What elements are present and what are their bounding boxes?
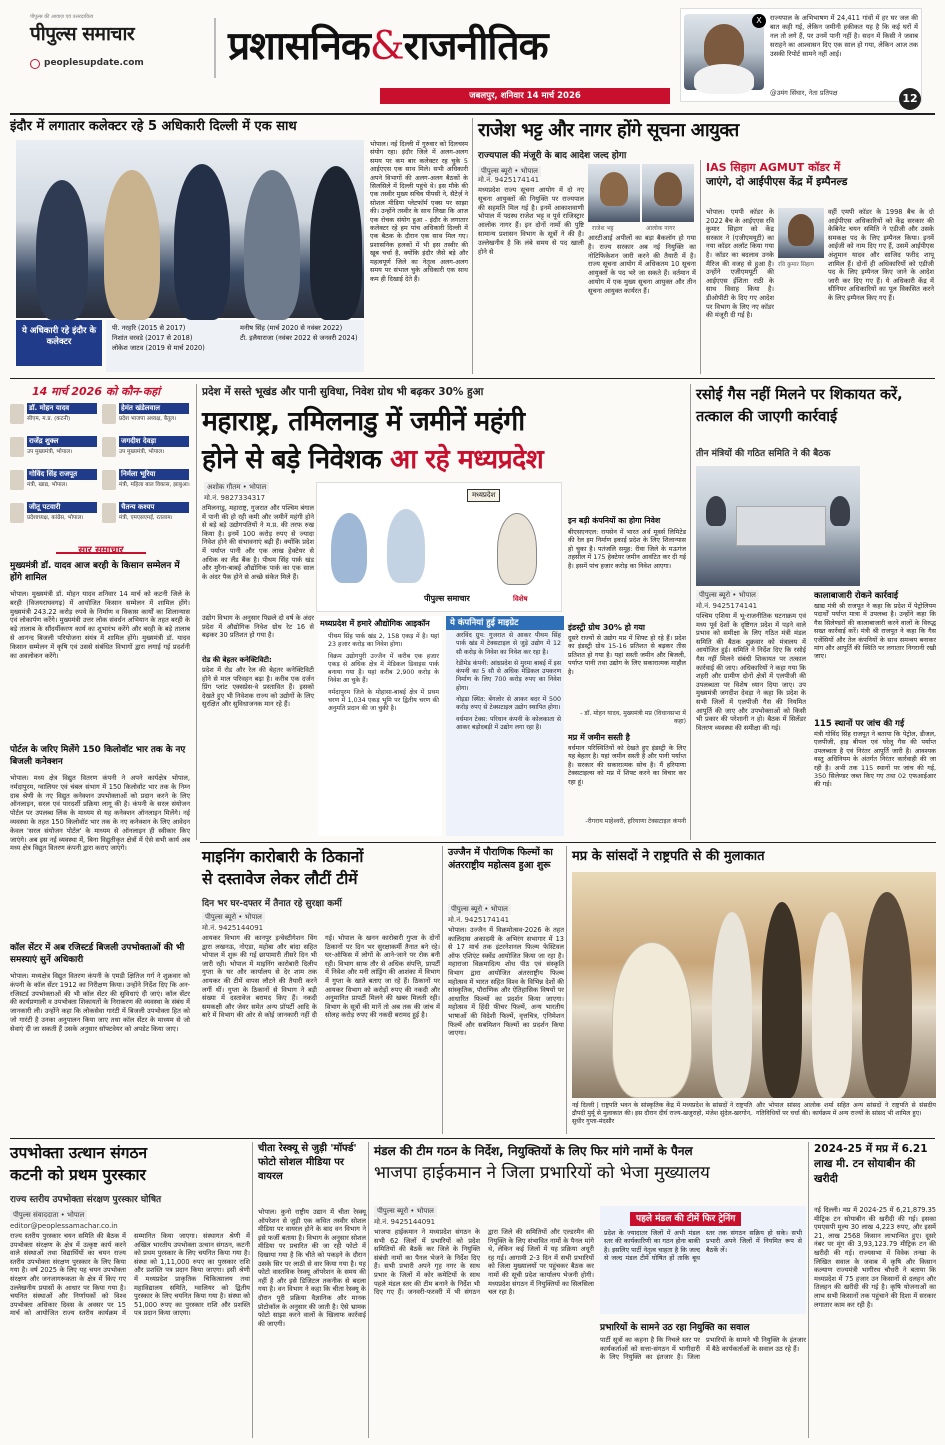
collectors-headline: इंदौर में लगातार कलेक्टर रहे 5 अधिकारी दिल्ली में एक साथ: [10, 119, 297, 134]
story-mining: [202, 846, 440, 1134]
saar-headline-2: पोर्टल के जरिए मिलेंगे 150 किलोवॉट भार तक के नए बिजली कनेक्शन: [10, 745, 186, 767]
icons-box-title: मध्यप्रदेश में हमारे औद्योगिक आइकॉन: [320, 619, 430, 628]
land-sign: -रीगराय माहेश्वरी, हरियाणा टेक्सटाइल कंपनी: [585, 818, 686, 825]
main-body-3: प्रदेश में रोड और रेल की बेहतर कनेक्टिविटी होने से माल परिवहन बढ़ा है। करीब एक दर्जन प्रिंग प्लांट एक्सप्रेस-वे प्रस्तावित हैं। इसको देखते हुए भी निवेशक राज्य को उद्योगों के लिए सुरक्षित और सुविधाजनक मान रहे हैं।: [202, 666, 314, 709]
saar-label: [56, 538, 146, 554]
lpg-photo: [696, 466, 860, 586]
migrate-box-item: रेडीमेड कंपनी: आंध्रप्रदेश से मुरमा बाबई में इस कंपनी का 5 सौ से अधिक मेडिकल उपकरण निर्माण के लिए 700 करोड़ रुपए का निवेश होगा।: [456, 659, 561, 692]
info-headline: राजेश भट्ट और नागर होंगे सूचना आयुक्त: [478, 120, 739, 141]
schedule-name: राजेंद्र शुक्ल: [27, 436, 97, 447]
mandal-box2-body: पार्टी सूत्रों का कहना है कि निचले स्तर पर कार्यकर्ताओं को सत्ता-संगठन में भागीदारी के लिए नियुक्ति का इंतजार है। जिला प्रभारियों के सामने भी नियुक्ति के इंतजार में बैठे कार्यकर्ताओं के सवाल उठ रहे हैं।: [600, 1336, 806, 1362]
schedule-avatar: [10, 437, 24, 457]
schedule-entry: [102, 402, 190, 432]
schedule-place: उप मुख्यमंत्री, भोपाल।: [27, 449, 73, 455]
lpg-byline: पीपुल्स ब्यूरो • भोपाल: [696, 590, 759, 601]
schedule-heading: 14 मार्च 2026 को कौन-कहां: [32, 385, 161, 398]
story-consumer: [10, 1142, 250, 1438]
schedule-place: सीएम, म.प्र. (कटनी): [27, 416, 71, 422]
ias-photo: [778, 208, 824, 258]
section-title-2: राजनीतिक: [403, 24, 548, 69]
col-divider: [442, 846, 443, 1134]
lpg-subhead: तीन मंत्रियों की गठित समिति ने की बैठक: [696, 449, 831, 459]
schedule-avatar: [102, 404, 116, 424]
section-title-1: प्रशासनिक: [228, 24, 370, 69]
col-divider: [252, 1142, 253, 1438]
ujjain-byline: पीपुल्स ब्यूरो • भोपाल: [448, 904, 511, 915]
ujjain-headline: उज्जैन में पौराणिक फिल्मों का अंतरराष्ट्रीय महोत्सव हुआ शुरू: [448, 847, 553, 871]
ias-photo-cap: रवि कुमार सिहाग: [778, 262, 814, 268]
main-side-body: बीएसएनएल: रायसेन में भारत अर्थ मूवर्स लिमिटेड की रेल इम निर्माण इकाई प्रदेश के लिए शिलान्यास हो चुका है। पतंजलि समूह: रीवा जिले के मऊगंज तहसील में 175 हेक्टेयर जमीन आवंटित कर दी गई है। इसमें पांच हजार करोड़ का निवेश आएगा।: [568, 528, 686, 570]
main-story: [202, 384, 686, 840]
president-headline: मप्र के सांसदों ने राष्ट्रपति से की मुलाकात: [572, 849, 765, 864]
schedule-entry: [102, 501, 190, 531]
president-caption: नई दिल्ली | राष्ट्रपति भवन के सांस्कृतिक केंद्र में मध्यप्रदेश के सांसदों ने राष्ट्रपति द्रौपदी मुर्मू से मुलाकात की। इस दौरान दीर्घ राज्य-खजुराहो, मंजेश सुंदेल-खरगोन, सुधीर गुप्ता-मंदसौर: [572, 1102, 752, 1126]
lpg-side-title-2: 115 स्थानों पर जांच की गई: [814, 719, 905, 729]
cartoon-sign: मध्यप्रदेश: [467, 489, 500, 502]
land-title: मप्र में जमीन सस्ती है: [568, 733, 630, 742]
info-byline: पीपुल्स ब्यूरो • भोपाल: [478, 166, 541, 177]
ujjain-body: भोपाल। उज्जैन में विक्रमोत्सव-2026 के तहत कालिदास अकादमी के अभिरंग सभागार में 13 से 17 मार्च तक इंटरनेशनल फिल्म फेस्टिवल ऑफ एशिएंट स्क्वेंड आयोजित किया जा रहा है। महाराजा विक्रमादित्य शोध पीठ एवं संस्कृति विभाग द्वारा आयोजित अंतरराष्ट्रीय फिल्म महोत्सव में भारत सहित विश्व के विभिन्न देशों की सांस्कृतिक, पौराणिक और ऐतिहासिक विषयों पर आधारित फिल्मों का प्रदर्शन किया जाएगा। महोत्सव में हिंदी फीचर फिल्में, अन्य भारतीय भाषाओं की विदेशी फिल्में, वृत्तचित्र, एनिमेशन फिल्में और सबमिशन फिल्मों का प्रदर्शन किया जाएगा।: [448, 926, 564, 1038]
schedule-name: हेमंत खंडेलवाल: [119, 403, 189, 414]
lpg-side-body: खाद्य मंत्री श्री राजपूत ने कहा कि प्रदेश में पेट्रोलियम पदार्थों पर्याप्त मात्रा में उपलब्ध है। उन्होंने कहा कि गैस सिलेण्डरों की कालाबाजारी करने वालों के विरुद्ध सख्त कार्रवाई करें। मंत्री श्री राजपूत ने कहा कि गैस एजेंसियों और तेल कंपनियों के साथ समन्वय बनाकर मांग और आपूर्ति की स्थिति पर लगातार निगरानी रखी जाए।: [814, 602, 936, 661]
migrate-box-item: अरविंद ग्रुप: गुजरात से आकर पीथम सिंह पार्क खंड में टेक्सटाइल से जुड़े उद्योग में 12 सौ करोड़ के निवेश का निवेश कर रहा है।: [456, 632, 561, 656]
schedule-entry: [10, 501, 98, 531]
schedule-place: मंत्री, एमएसएमई, रतलाम।: [119, 515, 173, 521]
mandal-box: [600, 1206, 806, 1314]
lpg-side-title: कालाबाजारी रोकने कार्रवाई: [814, 591, 899, 601]
schedule-entry: [10, 435, 98, 465]
president-photo: [572, 872, 936, 1098]
saar-label-text: सार समाचार: [78, 545, 124, 556]
saar-body-1: भोपाल। मुख्यमंत्री डॉ. मोहन यादव शनिवार 14 मार्च को कटनी जिले के बरही (विजयराघवगढ़) में आयोजित किसान सम्मेलन में शामिल होंगे। मुख्यमंत्री 243.22 करोड़ रुपये के निर्माण व विकास कार्यों का शिलान्यास एवं लोकार्पण करेंगे। मुख्यमंत्री उत्तर लोक संवर्धन अभियान के तहत बरही के बड़े तालाब के सौंदर्यीकरण कार्य का शुभारंभ करेंगे और बरही के बड़े तालाब से आनन्द बिजली परियोजना संयंत्र में शामिल होंगे। मुख्यमंत्री डॉ. यादव किसान सम्मेलन में कृषि एवं उससे संबंधित विभागों द्वारा लगाई गई प्रदर्शनी का अवलोकन करेंगे।: [10, 590, 190, 660]
growth-body: दूसरे राज्यों से उद्योग मप्र में शिफ्ट हो रहे हैं। प्रदेश का इंडस्ट्री ग्रोथ 15-16 प्रतिशत से बढ़कर तीस प्रतिशत हो गया है। यहां सस्ती जमीन और बिजली, पर्याप्त पानी तथा उद्योग के लिए सकारात्मक माहौल है।: [568, 634, 686, 676]
consumer-headline-1: उपभोक्ता उत्थान संगठन: [10, 1144, 148, 1162]
col-divider: [700, 160, 701, 374]
officers-box-label: [16, 320, 102, 366]
quote-text: राज्यपाल के अभिभाषण में 24,411 गांवों में हर घर जल की बात कही गई, लेकिन जमीनी हकीकत यह है कि कई घरों में नल तो लगे हैं, पर उनमें पानी नहीं है। सदन में किसी ने जवाब सराहने का आश्वासन दिए एक साल हो गया, लेकिन आज तक उसकी रिपोर्ट सामने नहीं आई।: [770, 14, 918, 58]
growth-sign: - डॉ. मोहन यादव, मुख्यमंत्री मप्र (विधानसभा में कहा): [580, 710, 686, 726]
consumer-byline: पीपुल्स संवाददाता • भोपाल: [10, 1210, 87, 1221]
schedule-name: डॉ. मोहन यादव: [27, 403, 97, 414]
col-divider: [690, 384, 691, 840]
mining-subhead: दिन भर घर-दफ्तर में तैनात रहे सुरक्षा कर्मी: [202, 899, 342, 909]
consumer-subhead: राज्य स्तरीय उपभोक्ता संरक्षण पुरस्कार घोषित: [10, 1195, 162, 1205]
officer-item: लोकेश जाटव (2019 से मार्च 2020): [112, 344, 205, 352]
info-subhead: राज्यपाल की मंजूरी के बाद आदेश जल्द होगा: [478, 151, 627, 161]
consumer-headline-2: कटनी को प्रथम पुरस्कार: [10, 1166, 146, 1184]
schedule-avatar: [10, 404, 24, 424]
cartoon-sub: विशेष: [513, 595, 528, 603]
x-logo-icon: X: [752, 14, 766, 28]
story-ujjain: [448, 846, 564, 1134]
mandal-mobile: मो.नं. 9425144091: [374, 1218, 436, 1226]
migrate-box-item: नोइडा स्थित: बेंगलोर से आकर बदर में 500 करोड़ रुपए से टेक्सटाइल उद्योग स्थापित होगा।: [456, 696, 561, 712]
mandal-box-title: पहले मंडल की टीमें फिर ट्रेनिंग: [630, 1212, 741, 1226]
icons-box-list: [318, 631, 442, 719]
collectors-body: भोपाल। नई दिल्ली में गुरुवार को दिलचस्प संयोग रहा। इंदौर जिले में अलग-अलग समय पर कम बार कलेक्टर रह चुके 5 आईएएस एक साथ मिले। सभी अधिकारी अपने विभागों की अलग-अलग बैठकों के सिलसिले में दिल्ली पहुंचे थे। इस मौके की एक तस्वीर मुख्य सचिव पीपसी ने, सैटेर्ज़ ने सोशल मीडिया प्लेटफॉर्म एक्स पर साझा की। उन्होंने तस्वीर के साथ लिखा कि आज एक रोचक संयोग हुआ - इंदौर के लगातार कलेक्टर रहे हम पांच अधिकारी दिल्ली में एक बैठक के दौरान एक साथ मिल गए। प्रशासनिक हलकों में भी इस तस्वीर की खूब चर्चा है, क्योंकि इंदौर जैसे बड़े और महत्वपूर्ण जिले का नेतृत्व अलग-अलग समय पर संभाल चुके अधिकारी एक साथ कम ही दिखाई देते हैं।: [370, 140, 468, 283]
mandal-box-body: प्रदेश के ज्यादातर जिलों में अभी मंडल स्तर की कार्यकारिणी का गठन होना बाकी है। इसलिए पार्टी नेतृत्व चाहता है कि जल्द से जल्द मंडल टीमें घोषित हों ताकि बूथ स्तर तक संगठन सक्रिय हो सके। सभी प्रभारी अपने जिलों में नियमित रूप से बैठकें लें।: [604, 1229, 802, 1263]
cheetah-headline: चीता रेस्क्यू से जुड़ी 'मॉर्फ्ड' फोटो सोशल मीडिया पर वायरल: [258, 1143, 357, 1182]
brand-logo: पीपुल्स समाचार: [30, 23, 135, 45]
mandal-headline-2: भाजपा हाईकमान ने जिला प्रभारियों को भेजा मुख्यालय: [374, 1163, 710, 1183]
saar-body-2: भोपाल। मध्य क्षेत्र विद्युत वितरण कंपनी ने अपने कार्यक्षेत्र भोपाल, नर्मदापुरम, ग्वालियर एवं चंबल संभाग में 150 किलोवॉट भार तक के निम्न दाब श्रेणी के नए विद्युत कनेक्शन उपभोक्ताओं को प्रदान करने के लिए ऑनलाइन, सरल एवं पारदर्शी प्रक्रिया लागू की है। कंपनी के सरल संयोजन पोर्टल पर उपलब्ध लिंक के माध्यम से यह कनेक्शन ऑनलाइन मिलेंगे। नई व्यवस्था के तहत 150 किलोवॉट भार तक के नए कनेक्शन के लिए आवेदन केवल 'सरल संयोजन पोर्टल' के माध्यम से ऑनलाइन ही स्वीकार किए जाएंगे। अब इस नई व्यवस्था में, बिना विद्युतीकृत क्षेत्रों में ऐसे सभी कार्य अब मध्य क्षेत्र विद्युत वितरण कंपनी द्वारा कराए जाएंगे।: [10, 774, 190, 853]
mandal-box2-title: प्रभारियों के सामने उठ रहा नियुक्ति का सवाल: [600, 1323, 750, 1333]
section-rule: [10, 1138, 935, 1139]
story-info-comm: [478, 118, 739, 374]
mining-mobile: मो.नं. 9425144091: [202, 924, 264, 932]
col-divider: [196, 384, 197, 840]
schedule-name: गोविंद सिंह राजपूत: [27, 469, 97, 480]
main-byline: अशोक गौतम • भोपाल: [204, 482, 269, 493]
consumer-email: editor@peoplessamachar.co.in: [10, 1222, 118, 1230]
col-divider: [808, 1142, 809, 1438]
story-president: [572, 846, 936, 1134]
info-photo-cap-1: राजेश भट्ट: [592, 225, 614, 232]
dateline: [380, 88, 670, 104]
icons-box: [318, 616, 442, 836]
migrate-box-list: [446, 630, 564, 737]
soybean-headline: 2024-25 में मप्र में 6.21 लाख मी. टन सोयाबीन की खरीदी: [814, 1143, 928, 1185]
saar-headline-1: मुख्यमंत्री डॉ. यादव आज बरही के किसान सम्मेलन में होंगे शामिल: [10, 561, 180, 583]
globe-icon: [30, 59, 40, 69]
icons-box-item: विक्रम उद्योगपुरी उज्जैन में करीब एक हजार एकड़ से अधिक क्षेत्र में मेडिकल डिवाइस पार्क बनाया गया है। यहां करीब 2,900 करोड़ के निवेश आ चुके हैं।: [328, 652, 439, 685]
schedule-entry: [102, 468, 190, 498]
collectors-photo: [16, 140, 364, 318]
officer-item: पी. नरहरि (2015 से 2017): [112, 324, 186, 332]
schedule-place: मंत्री, खाद्य, भोपाल।: [27, 482, 68, 488]
lpg-mobile: मो.नं. 9425174141: [696, 602, 758, 610]
story-collectors: [10, 118, 470, 374]
schedule-place: मंत्री, महिला बाल विकास, झाबुआ।: [119, 482, 190, 488]
officers-list: [106, 320, 364, 372]
ias-body-left: भोपाल। एमपी कॉडर के 2022 बैच के आईएएस रवि कुमार सिहाग को केंद्र सरकार ने (एजीएमयूटी) का नया कॉडर अलॉट किया गया है। कॉडर का बदलाव उनके मैरिज की वजह से हुआ है। उन्होंने एजीएमयूटी की आईएएस ईशिता राठी के साथ विवाह किया है। डीओपीटी के दिए गए आदेश पर विभाग के लिए नए कॉडर की मंजूरी दी गई है।: [706, 208, 774, 320]
main-side-title: इन बड़ी कंपनियों का होगा निवेश: [568, 516, 661, 525]
col-divider: [566, 846, 567, 1134]
leader-portrait: [684, 14, 764, 90]
consumer-body: राज्य स्तरीय पुरस्कार चयन समिति की बैठक में उपभोक्ता संरक्षण के क्षेत्र में उत्कृष्ट कार्य करने वाले संस्थाओं तथा विद्यार्थियों का चयन राज्य स्तरीय उपभोक्ता संरक्षण पुरस्कार के लिए किया गया है। वर्ष 2025 के लिए यह चयन उपभोक्ता संरक्षण और जनजागरूकता के क्षेत्र में किए गए उल्लेखनीय प्रयासों के आधार पर किया गया है। चयनित संस्थाओं और निर्णायकों को विश्व उपभोक्ता अधिकार दिवस के अवसर पर 15 मार्च को आयोजित राज्य स्तरीय कार्यक्रम में सम्मानित किया जाएगा। संस्थागत श्रेणी में अखिल भारतीय उपभोक्ता उत्थान संगठन, कटनी को प्रथम पुरस्कार के लिए चयनित किया गया है। संस्था को 1,11,000 रुपए का पुरस्कार राशि और प्रशस्ति पत्र प्रदान किया जाएगा। इसी श्रेणी में मध्यप्रदेश प्राकृतिक चिकित्सालय तथा महाविद्यालय समिति, ग्वालियर को द्वितीय पुरस्कार के लिए चयनित किया गया है। संस्था को 51,000 रुपए का पुरस्कार राशि और प्रशस्ति पत्र प्रदान किया जाएगा।: [10, 1232, 250, 1318]
main-headline-2: [202, 442, 543, 478]
cheetah-body: भोपाल। कुनो राष्ट्रीय उद्यान में चीता रेस्क्यू ऑपरेशन से जुड़ी एक कथित तस्वीर सोशल मीडिया पर वायरल होने के बाद वन विभाग ने इसे फर्जी बताया है। विभाग के अनुसार सोशल मीडिया पर प्रचारित की जा रही फोटो में दिखाया गया है कि चीते को पकड़ने के दौरान उसके सिर पर लाठी से वार किया गया है। यह फोटो वास्तविक रेस्क्यू ऑपरेशन के समय की नहीं है और इसे डिजिटल तकनीक से बदला गया है। वन विभाग ने कहा कि चीता रेस्क्यू के दौरान पूरी प्रक्रिया वैज्ञानिक और मानक प्रोटोकॉल के अनुसार की जाती है। ऐसे भ्रामक फोटो साझा करने वालों के खिलाफ कार्रवाई की जाएगी।: [258, 1208, 366, 1328]
officer-item: निशांत वरवडे (2017 से 2018): [112, 334, 193, 342]
schedule-place: उप मुख्यमंत्री, भोपाल।: [119, 449, 165, 455]
mining-body: आयकर विभाग की कानपुर इन्वेस्टीगेशन विंग द्वारा लखनऊ, नोएडा, महोबा और बांदा सहित भोपाल में शुरू की गई छापामारी तीसरे दिन भी जारी रही। भोपाल में माइनिंग कारोबारी दिलीप गुप्ता के घर और कार्यालय से देर शाम तक आयकर की टीमें वापस लौटने की तैयारी करने लगीं थीं। गुप्ता के ठिकानों से विभाग ने बड़ी संख्या में दस्तावेज बरामद किए हैं। नकदी समकक्षी और जेवर समेत अन्य प्रॉपर्टी आदि के बारे में विभाग की ओर से कोई जानकारी नहीं दी गई। भोपाल के खनन कारोबारी गुप्ता के दोनों ठिकानों पर दिन भर सुरक्षाकर्मी तैनात बने रहे। घर-ऑफिस में लोगों के आने-जाने पर रोक बनी रही। विभाग साफ तौर से अधिक संपत्ति, प्रापर्टी में निवेश और मनी लांड्रिंग की आशंका में विभाग में गुप्ता के खाते बताए जा रहे हैं। ठिकानों पर आयकर विभाग को करोड़ों रुपए की नकदी और अनुमानित प्रापर्टी मिलने की खबर मिलती रही। विभाग के सूत्रों की मानें तो अब तक की जांच में सोलह करोड़ रुपए की नकदी बरामद हुई है।: [202, 934, 440, 1020]
schedule-name: जीतू पटवारी: [27, 502, 97, 513]
ias-headline-text-1: IAS सिहाग AGMUT कॉडर में: [706, 161, 841, 174]
schedule-avatar: [102, 503, 116, 523]
migrate-box-item: वर्धमान टेक्स: परिधान कंपनी के कोलकाता से आकर बड़ोदबड़ी में उद्योग लगा रहा है।: [456, 715, 561, 731]
schedule-entry: [10, 402, 98, 432]
land-body: वर्धमान परिस्थितियों को देखते हुए इंडस्ट्री के लिए यह बेहतर है। यहां जमीन सस्ती है और पानी पर्याप्त है। सरकार की सकारात्मक सोच है। मैं हरियाणा टेक्सटाइल्स को मप्र में शिफ्ट करने का विचार कर रहा हूं।: [568, 744, 686, 786]
main-sub-road: रोड की बेहतर कनेक्टिविटी:: [202, 656, 272, 664]
story-cheetah: [258, 1142, 366, 1438]
section-amp: &: [369, 24, 404, 69]
section-rule: [10, 378, 935, 379]
schedule-avatar: [102, 437, 116, 457]
main-mobile: मो.नं. 9827334317: [204, 494, 266, 502]
schedule-grid: [10, 402, 192, 534]
officers-box-text: ये अधिकारी रहे इंदौर के कलेक्टर: [22, 326, 96, 347]
ujjain-mobile: मो.नं. 9425174141: [448, 916, 510, 924]
officer-item: मनीष सिंह (मार्च 2020 से नवंबर 2022): [240, 324, 343, 332]
mandal-byline: पीपुल्स ब्यूरो • भोपाल: [374, 1206, 437, 1217]
lpg-side-body-2: मंत्री गोविंद सिंह राजपूत ने बताया कि पेट्रोल, डीजल, एलपीजी, हाइ बीपल एवं घरेलू गैस की पर्याप्त उपलब्धता है एवं निरंतर आपूर्ति जारी है। आवश्यक वस्तु अधिनियम के अंतर्गत निरंतर कार्रवाही की जा रही है। अभी तक 115 स्थानों पर जांच की गई, 350 सिलेण्डर जब्त किए गए तथा 02 एफआईआर की गई।: [814, 730, 936, 789]
brand-tagline: पीपुल्स की आवाज़ एवं उत्तरदायित्व: [30, 14, 94, 20]
info-body-1: मध्यप्रदेश राज्य सूचना आयोग में दो नए सूचना आयुक्तों की नियुक्ति पर राज्यपाल की सहमति मिल गई है। इनमें आकाशवाणी भोपाल में पदस्थ राजेश भट्ट व पूर्व राजिस्ट्रार आलोक नागर हैं। इन दोनों नामों की पुष्टि सामान्य प्रशासन विभाग के सूत्रों ने की है। उल्लेखनीय है कि लंबे समय से पद खाली होने से: [478, 186, 584, 256]
info-photo-1: [588, 164, 640, 222]
schedule-place: प्रदेश भाजपा अध्यक्ष, बैतूल।: [119, 416, 177, 422]
lpg-body: पश्चिम एशिया में भू-राजनीतिक घटनाक्रम एवं मध्य पूर्व देशों के दृष्टिगत प्रदेश में पड़ने वाले प्रभाव को समीक्षा के लिए गठित मंत्री मंडल समिति की बैठक शुक्रवार को मंत्रालय में आयोजित हुई। समिति ने निर्देश दिए कि रसोई गैस नहीं मिलने संबंधी शिकायत पर तत्काल कार्रवाई की जाए। अधिकारियों ने कहा गया कि शहरी और ग्रामीण दोनों क्षेत्रों में एलपीजी की उपलब्धता पर विशेष ध्यान दिया जाए। उप मुख्यमंत्री जगदीश देवड़ा ने कहा कि प्रदेश के सभी जिलों में एलपीजी गैस की नियमित आपूर्ति की जाए और उपभोक्ताओं को किसी भी प्रकार की परेशानी न हो। बैठक में सिलेंडर वितरण व्यवस्था की समीक्षा की गई।: [696, 612, 806, 732]
schedule-name: जगदीश देवड़ा: [119, 436, 189, 447]
mandal-body: भाजपा हाईकमान ने मध्यप्रदेश संगठन के सभी 62 जिलों में प्रभारियों को प्रदेश समितियों की बैठकें कर जिले के नियुक्ति संबंधी नामों का पैनल भेजने के निर्देश दिए हैं। सभी प्रभारी अपने गृह नगर के साथ प्रभार के जिलों में कोर कमेटियों के साथ पहले मंडल स्तर की टीम बनाने के निर्देश भी दिए गए हैं। जनवरी-फरवरी में भी संगठन द्वारा जिले की समितियों और एल्डरमैन की नियुक्ति के लिए संभावित नामों के पैनल मांगे थे, लेकिन कई जिलों में यह प्रक्रिया अधूरी रह गई। आगामी 2-3 दिन में सभी प्रभारियों को जिला मुख्यालयों पर पहुंचकर बैठक कर नामों की सूची प्रदेश कार्यालय भेजनी होगी। मध्यप्रदेश संगठन में नियुक्तियों का सिलसिला चल रहा है।: [374, 1228, 594, 1297]
story-ias: [706, 160, 934, 374]
schedule-avatar: [10, 503, 24, 523]
schedule-entry: [10, 468, 98, 498]
schedule-place: प्रदेशाध्यक्ष, कांग्रेस, भोपाल।: [27, 515, 84, 521]
story-mandal: [374, 1142, 806, 1438]
schedule: [10, 384, 192, 534]
main-kicker: प्रदेश में सस्ते भूखंड और पानी सुविधा, निवेश ग्रोथ भी बढ़कर 30% हुआ: [202, 386, 484, 398]
president-caption-2: और भोपाल सांसद आलोक शर्मा सहित अन्य सांसदों ने राष्ट्रपति से संसदीय गतिविधियों पर चर्चा की। कार्यक्रम में अन्य राज्यों के सांसद भी शामिल हुए।: [756, 1102, 936, 1118]
schedule-name: निर्मला भूरिया: [119, 469, 189, 480]
quote-author: @उमंग सिंघार, नेता प्रतिपक्ष: [770, 89, 838, 97]
masthead-divider: [214, 18, 216, 78]
mandal-headline-1: मंडल की टीम गठन के निर्देश, नियुक्तियों के लिए फिर मांगे नामों के पैनल: [374, 1144, 693, 1158]
main-headline-1: महाराष्ट्र, तमिलनाडु में जमीनें महंगी: [202, 406, 525, 437]
icons-box-item: नर्मदापुरम जिले के मोहासा-बाबई क्षेत्र में प्रथम चरण में 1,034 एकड़ भूमि पर द्वितीय चरण की अनुमति प्रदान की जा चुकी है।: [328, 688, 439, 713]
saar-headline-3: कॉल सेंटर में अब रजिस्टर्ड बिजली उपभोक्ताओं की भी समस्याएं सुनें अधिकारी: [10, 943, 185, 965]
officer-item: टी. इलैयाराजा (नवंबर 2022 से जनवरी 2024): [240, 334, 358, 342]
soybean-body: नई दिल्ली। मप्र में 2024-25 में 6,21,879.35 मीट्रिक टन सोयाबीन की खरीदी की गई। इसका एमएसपी मूल्य 30 लाख 4,223 रुपए, और इसमें 21, लाख 2568 किसान लाभान्वित हुए। दूसरे नंबर पर मूंग की 3,93,123.79 मीट्रिक टन की खरीदी की गई। राज्यसभा में विवेक तन्खा के लिखित सवाल के जवाब में कृषि और किसान कल्याण राज्यमंत्री भागीरथ चौधरी ने बताया कि मध्यप्रदेश में 75 हजार उन किसानों से दलहन और तिलहन की खरीदी की गई है। कृषि योजनाओं का लाभ सभी किसानों तक पहुंचाने की दिशा में सरकार लगातार काम कर रही है।: [814, 1206, 936, 1309]
mining-headline-1: माइनिंग कारोबारी के ठिकानों: [202, 848, 364, 866]
main-body-1: तमिलनाडु, महाराष्ट्र, गुजरात और पश्चिम बंगाल में पानी की हो रही कमी और जमीनें महंगी होने से बड़े बड़े उद्योगपतियों ने म.प्र. की तरफ रुख किया है। इनमें 100 करोड़ रुपए से ज्यादा निवेश होने की संभावनाएं बढ़ी हैं। क्योंकि प्रदेश में पर्याप्त पानी और एक लाख हेक्टेयर से अधिक का लैंड बैंक है। पीथम सिंह पार्क खंड और मुरैना-बाबई औद्योगिक पार्क का एक साल के अंदर पैक होने से अच्छे संकेत मिले हैं।: [202, 504, 314, 581]
migrate-box-title: ये कंपनियां हुई माइग्रेट: [446, 616, 564, 630]
info-mobile: मो.नं. 9425174141: [478, 176, 540, 184]
cartoon-tag: पीपुल्स समाचार: [421, 593, 473, 604]
info-body-2: आरटीआई अपीलों का बड़ा बैकलॉग हो गया है। राज्य सरकार अब नई नियुक्ति का नोटिफिकेशन जारी करने की तैयारी में है। राज्य सूचना आयोग में अधिकतम 10 सूचना आयुक्तों के पद भरे जा सकते हैं। वर्तमान में आयोग में एक मुख्य सूचना आयुक्त और तीन सूचना आयुक्त कार्यरत हैं।: [588, 234, 696, 295]
migrate-box: [446, 616, 564, 836]
ias-headline-2: जाएंगे, दो आईपीएस केंद्र में इम्पैनल्ड: [706, 176, 848, 188]
section-rule: [200, 842, 936, 843]
ias-headline-1: [706, 160, 934, 175]
ias-body-right: वहीं एमपी कॉडर के 1998 बैच के दो आईपीएस अधिकारियों को केंद्र सरकार की केबिनेट चयन समिति ने एडीजी और उसके समकक्ष पद के लिए इम्पैनल किया। इनमें आईजी को नाम दिए गए हैं, उसमें आईपीएस अंशुमान यादव और साजिद फरीद शापू शामिल हैं। दोनों ही अधिकारियों को एडीजी पद के लिए इम्पैनल किए जाने के आदेश जारी कर दिए गए हैं। ये अधिकारी केंद्र में सीनियर अधिकारियों का पूल विकसित करने के लिए इम्पैनल किए गए हैं।: [828, 208, 934, 302]
main-cartoon: [316, 482, 562, 612]
schedule-name: चैतन्य कश्यप: [119, 502, 189, 513]
schedule-avatar: [10, 470, 24, 490]
info-photo-2: [642, 164, 694, 222]
col-divider: [472, 118, 473, 374]
saar-body-3: भोपाल। मध्यक्षेत्र विद्युत वितरण कंपनी के एमडी क्षितिज गर्ग ने शुक्रवार को कंपनी के कॉल सेंटर 1912 का निरीक्षण किया। उन्होंने निर्देश दिए कि अन-रजिस्टर्ड उपभोक्ताओं की भी कॉल सेंटर की सुविधाएं दी जाएं। कॉल सेंटर की कार्यप्रणाली व उपभोक्ता शिकायतों के निराकरण की व्यवस्था के संबंध में जानकारी ली। उन्होंने कहा कि लोकसेवा गारंटी में बिजली उपभोक्ता हित को जो गारंटी है उनका अनुपालन किया जाए तथा कॉल सेंटर के माध्यम से जो सेवाएं दी जा सकती हैं उसके अनुसार सॉफ्टवेयर को अपडेट किया जाए।: [10, 972, 190, 1033]
icons-box-item: पीथम सिंह पार्क खंड 2, 158 एकड़ में है। यहां 23 हजार करोड़ का निवेश होगा।: [328, 633, 439, 649]
col-divider: [368, 1142, 369, 1438]
schedule-avatar: [102, 470, 116, 490]
growth-title: इंडस्ट्री ग्रोथ 30% हो गया: [568, 623, 645, 632]
story-lpg: [696, 384, 936, 840]
main-headline-2a: होने से बड़े निवेशक: [202, 444, 382, 475]
lpg-headline: रसोई गैस नहीं मिलने पर शिकायत करें, तत्काल की जाएगी कार्रवाई: [696, 387, 903, 425]
mining-headline-2: से दस्तावेज लेकर लौटीं टीमें: [202, 870, 358, 888]
main-body-2: उद्योग विभाग के अनुसार पिछले दो वर्ष के अंदर प्रदेश में औद्योगिक निवेश ग्रोथ रेट 16 से बढ़कर 30 प्रतिशत हो गया है।: [202, 614, 314, 640]
masthead-rule: [10, 113, 935, 115]
main-headline-red: आ रहे मध्यप्रदेश: [389, 444, 544, 475]
dateline-text: जबलपुर, शनिवार 14 मार्च 2026: [469, 91, 581, 101]
section-title: [228, 20, 548, 74]
info-photo-cap-2: आलोक नागर: [646, 225, 675, 232]
schedule-entry: [102, 435, 190, 465]
story-soybean: [814, 1142, 936, 1438]
site-url: peoplesupdate.com: [44, 58, 144, 68]
mining-byline: पीपुल्स ब्यूरो • भोपाल: [202, 912, 265, 923]
page-number: 12: [899, 88, 921, 110]
masthead: [0, 0, 945, 112]
